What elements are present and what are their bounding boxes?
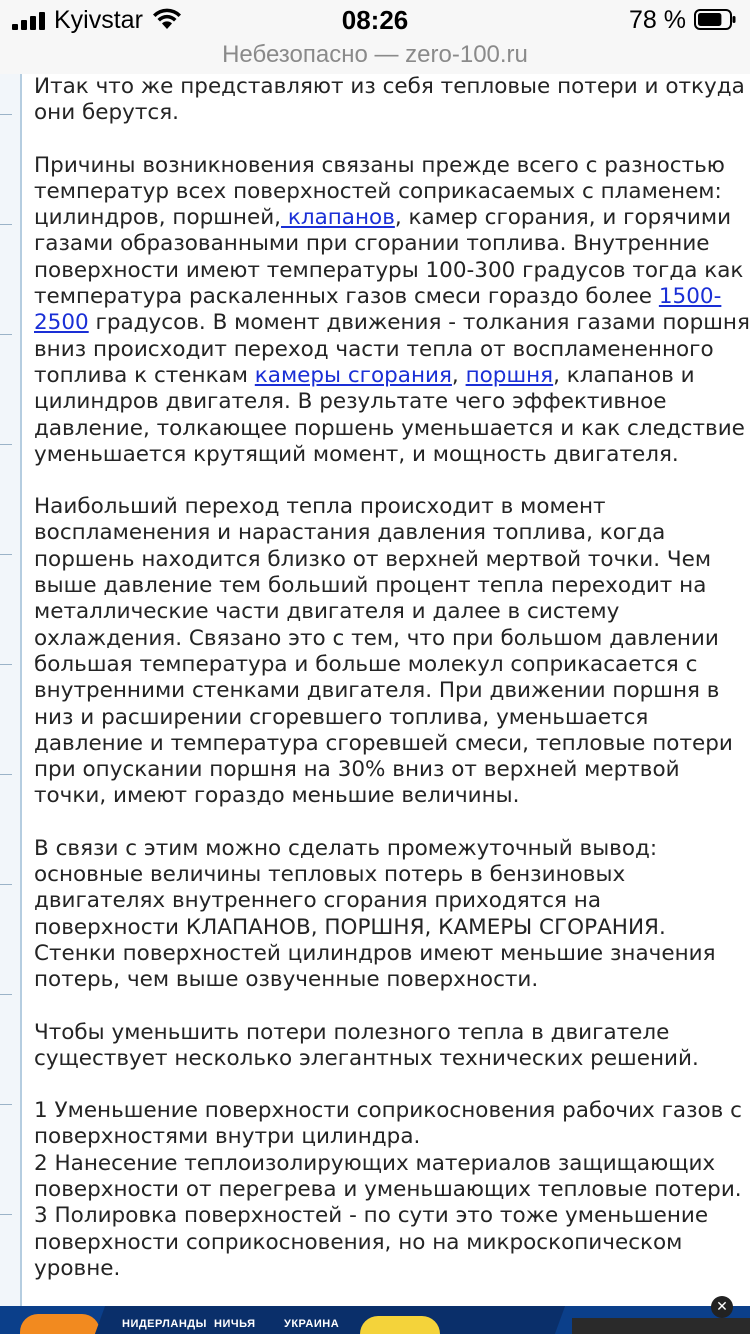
paragraph-text: , камер сгорания, и горячими газами образованными при сгорании топлива. Внутренние поверхности имеют температуры 100-300 градусов тогда как температура раскаленных газов смеси гораздо более [34,205,744,310]
paragraph-heat-transfer: Наибольший переход тепла происходит в момент воспламенения и нарастания давления топлива, когда поршень находится близко от верхней мертвой точки. Чем выше давление тем больший процент тепла переходит на металлические части двигателя и далее в систему охлаждения. Связано это с тем, что при большом давлении большая температура и больше молекул соприкасается с внутренними стенками двигателя. При движении поршня в низ и расширении сгоревшего топлива, уменьшается давление и температура сгоревшей смеси, тепловые потери при опускании поршня на 30% вниз от верхней мертвой точки, имеют гораздо меньшие величины. [34,494,733,809]
ad-draw-label: НИЧЬЯ [214,1318,256,1330]
ad-team2-label: УКРАИНА [284,1318,340,1330]
clock: 08:26 [341,5,409,35]
ad-team1-label: НИДЕРЛАНДЫ [122,1318,207,1330]
solutions-list [34,1098,750,1282]
article-body [34,74,750,1306]
battery-percent: 78 % [629,6,686,34]
yellow-jersey-image [360,1316,440,1334]
list-item: 3 Полировка поверхностей - по сути это тоже уменьшение поверхности соприкосновения, но на микроскопическом уровне. [34,1203,709,1281]
paragraph-text: градусов. В момент движения - толкания газами поршня вниз происходит переход части тепла от воспламененного топлива к стенкам [34,310,750,388]
carrier-name: Kyivstar [54,6,143,34]
paragraph-causes [34,153,750,469]
orange-jersey-image [20,1314,100,1334]
list-item: 1 Уменьшение поверхности соприкосновения рабочих газов с поверхностями внутри цилиндра. [34,1098,742,1150]
link-piston[interactable]: поршня [465,362,554,388]
page-left-border [0,74,22,1306]
paragraph-intro: Итак что же представляют из себя тепловые потери и откуда они берутся. [34,74,745,126]
web-page [0,74,750,1306]
battery-icon [694,9,736,30]
address-bar[interactable] [0,40,750,74]
paragraph-conclusion: В связи с этим можно сделать промежуточный вывод: основные величины тепловых потерь в бензиновых двигателях внутреннего сгорания приходятся на поверхности КЛАПАНОВ, ПОРШНЯ, КАМЕРЫ СГОРАНИЯ. Стенки поверхностей цилиндров имеют меньшие значения потерь, чем выше озвученные поверхности. [34,835,716,993]
close-ad-icon[interactable]: ✕ [711,1296,733,1318]
link-temperature[interactable]: 1500-2500 [34,284,722,336]
link-combustion-chamber[interactable]: камеры сгорания [254,362,452,388]
paragraph-text: Причины возникновения связаны прежде всего с разностью температур всех поверхностей соприкасаемых с пламенем: цилиндров, поршней, [34,152,725,231]
status-bar [0,0,750,40]
link-valves[interactable]: клапанов [281,205,395,231]
paragraph-text: , [451,362,466,388]
list-item: 2 Нанесение теплоизолирующих материалов защищающих поверхности от перегрева и уменьшающих тепловые потери. [34,1150,742,1202]
paragraph-text: , клапанов и цилиндров двигателя. В результате чего эффективное давление, толкающее поршень уменьшается и как следствие уменьшается крутящий момент, и мощность двигателя. [34,362,745,467]
paragraph-solutions-intro: Чтобы уменьшить потери полезного тепла в двигателе существует несколько элегантных технических решений. [34,1019,699,1071]
ad-right-panel [572,1318,750,1334]
url-text[interactable]: Небезопасно — zero-100.ru [222,41,528,68]
